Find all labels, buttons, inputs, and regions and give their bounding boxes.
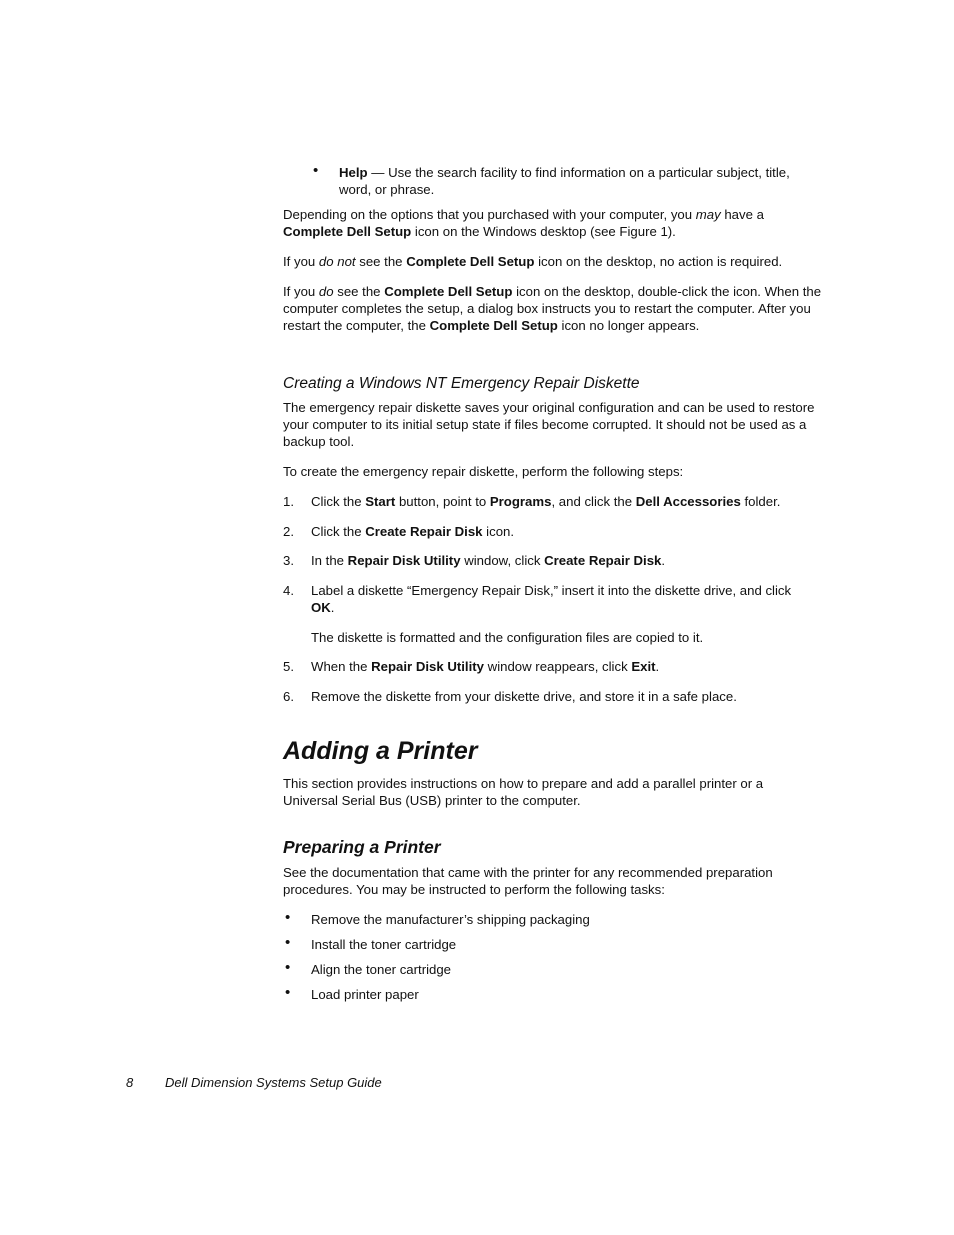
- paragraph-run-setup: [283, 283, 823, 334]
- text-run: button, point to: [395, 494, 490, 509]
- bullet-icon: •: [285, 959, 291, 976]
- step-number: 1.: [283, 494, 294, 509]
- footer-title: Dell Dimension Systems Setup Guide: [165, 1075, 382, 1090]
- text-run: window, click: [460, 553, 545, 568]
- text-bold: OK: [311, 600, 331, 615]
- paragraph-no-action: [283, 253, 823, 270]
- subsection-heading-preparing-printer: Preparing a Printer: [283, 837, 441, 857]
- text-run: Click the: [311, 524, 366, 539]
- text-run: icon.: [482, 524, 515, 539]
- text-run: icon no longer appears.: [557, 318, 700, 333]
- text-run: .: [661, 553, 666, 568]
- text-run: window reappears, click: [484, 659, 632, 674]
- text-run: see the: [333, 284, 385, 299]
- text-run: have a: [720, 207, 764, 222]
- text-run: , and click the: [551, 494, 636, 509]
- bullet-icon: •: [285, 909, 291, 926]
- text-bold: Start: [365, 494, 396, 509]
- help-term: Help: [339, 165, 368, 180]
- text-bold: Repair Disk Utility: [371, 659, 484, 674]
- section-heading-adding-printer: Adding a Printer: [283, 737, 478, 765]
- step-text: [311, 658, 826, 675]
- step-text: [311, 552, 826, 569]
- section-heading-erd: Creating a Windows NT Emergency Repair Diskette: [283, 375, 640, 392]
- bullet-icon: •: [285, 984, 291, 1001]
- step-text: [311, 688, 826, 705]
- task-list-item: Load printer paper: [311, 987, 419, 1002]
- step-text: [311, 582, 801, 616]
- step-text: [311, 523, 826, 540]
- text-emphasis: do not: [318, 254, 356, 269]
- text-run: Depending on the options that you purchased with your computer, you: [283, 207, 696, 222]
- text-bold: Repair Disk Utility: [347, 553, 461, 568]
- help-description: — Use the search facility to find information on a particular subject, title, word, or phrase.: [339, 165, 790, 197]
- text-bold: Programs: [489, 494, 552, 509]
- text-run: If you: [283, 284, 319, 299]
- text-bold: Complete Dell Setup: [429, 318, 558, 333]
- text-bold: Exit: [631, 659, 656, 674]
- paragraph-complete-setup-intro: [283, 206, 823, 240]
- task-list-item: Remove the manufacturer’s shipping packaging: [311, 912, 590, 927]
- text-run: .: [655, 659, 660, 674]
- paragraph-erd-lead: To create the emergency repair diskette, perform the following steps:: [283, 464, 684, 479]
- text-emphasis: may: [695, 207, 721, 222]
- text-run: see the: [355, 254, 407, 269]
- text-bold: Dell Accessories: [635, 494, 741, 509]
- text-run: folder.: [740, 494, 781, 509]
- text-bold: Complete Dell Setup: [283, 224, 412, 239]
- help-bullet-text: [339, 164, 809, 198]
- text-run: If you: [283, 254, 319, 269]
- step-number: 2.: [283, 524, 294, 539]
- text-run: icon on the desktop, no action is required.: [534, 254, 783, 269]
- paragraph-printer-intro: This section provides instructions on how to prepare and add a parallel printer or a Universal Serial Bus (USB) printer to the computer.: [283, 776, 764, 808]
- text-bold: Complete Dell Setup: [384, 284, 513, 299]
- text-run: .: [330, 600, 335, 615]
- paragraph-erd-intro: The emergency repair diskette saves your original configuration and can be used to restore your computer to its initial setup state if files become corrupted. It should not be used as a backup tool.: [283, 400, 815, 449]
- step-number: 5.: [283, 659, 294, 674]
- text-run: Click the: [311, 494, 366, 509]
- task-list-item: Install the toner cartridge: [311, 937, 457, 952]
- text-run: Label a diskette “Emergency Repair Disk,” insert it into the diskette drive, and click: [311, 583, 792, 598]
- bullet-icon: •: [313, 162, 319, 179]
- text-bold: Create Repair Disk: [365, 524, 483, 539]
- text-run: Remove the diskette from your diskette drive, and store it in a safe place.: [311, 689, 737, 704]
- step-number: 6.: [283, 689, 294, 704]
- footer-page-number: 8: [126, 1075, 134, 1090]
- text-run: When the: [311, 659, 372, 674]
- paragraph-preparing-intro: See the documentation that came with the printer for any recommended preparation procedures. You may be instructed to perform the following tasks:: [283, 865, 773, 897]
- task-list-item: Align the toner cartridge: [311, 962, 452, 977]
- text-run: icon on the desktop, double-click the icon. When the computer completes the setup, a dialog box instructs you to restart the computer. After you restart the computer, the: [283, 284, 822, 333]
- bullet-icon: •: [285, 934, 291, 951]
- step-number: 3.: [283, 553, 294, 568]
- step-text: [311, 493, 826, 510]
- text-bold: Create Repair Disk: [544, 553, 662, 568]
- step-number: 4.: [283, 583, 294, 598]
- text-bold: Complete Dell Setup: [406, 254, 535, 269]
- text-run: icon on the Windows desktop (see Figure 1).: [411, 224, 676, 239]
- text-emphasis: do: [318, 284, 334, 299]
- text-run: In the: [311, 553, 348, 568]
- step-note: The diskette is formatted and the configuration files are copied to it.: [311, 630, 704, 645]
